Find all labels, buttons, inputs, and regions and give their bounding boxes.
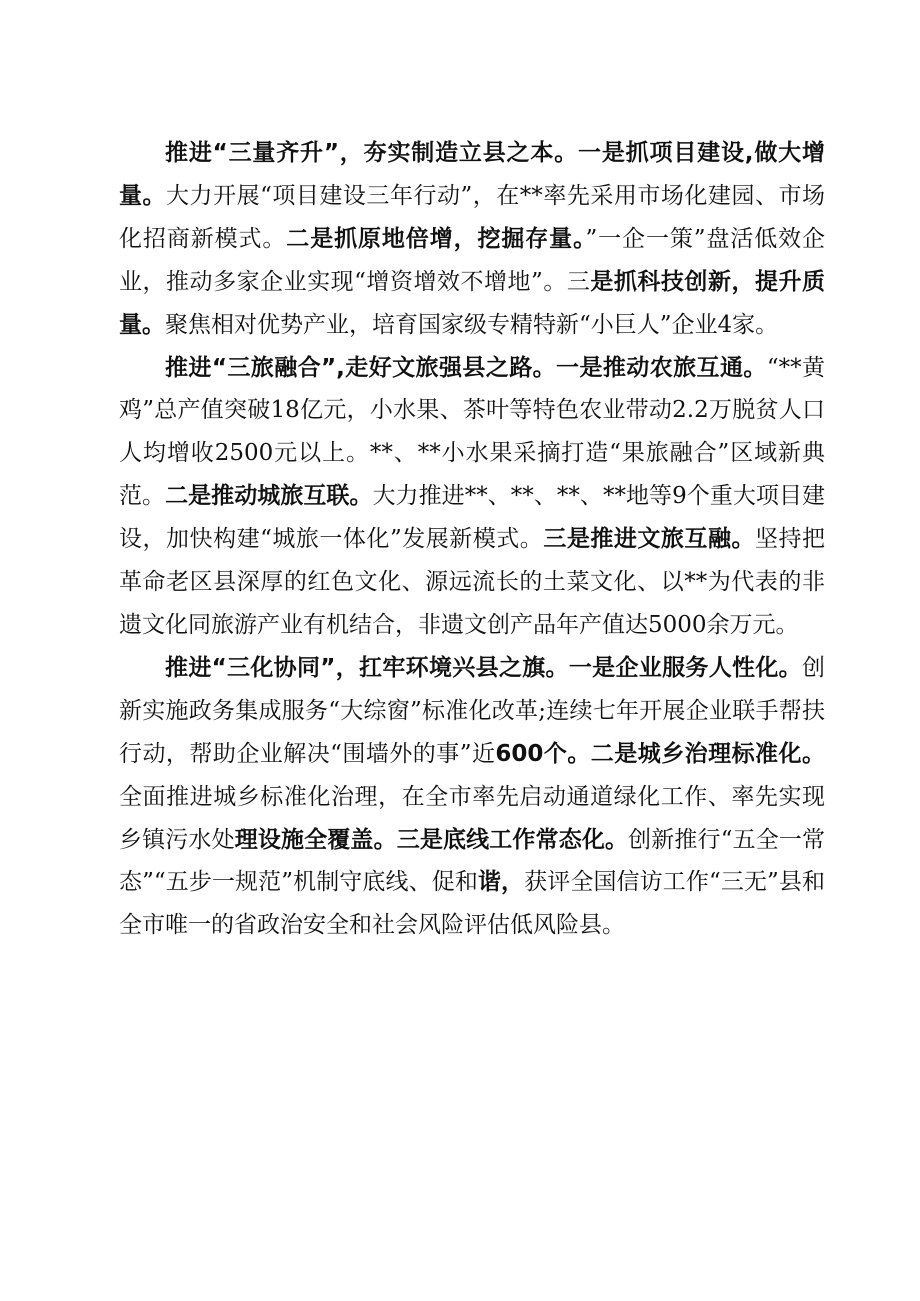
paragraph-tourism: [119, 347, 825, 647]
para1-point3-text: 聚焦相对优势产业，培育国家级专精特新“小巨人”企业4家。: [165, 311, 779, 338]
para1-point3-heading: 是抓科技创新，提升质量。: [119, 268, 825, 338]
para1-point2-text: ”一企一策”盘活低效企业，推动多家企业实现“增资增效不增地”。三: [119, 225, 825, 295]
para1-heading: 推进“三量齐升”，夯实制造立县之本。: [165, 140, 579, 166]
para2-point3-text: 坚持把革命老区县深厚的红色文化、源远流长的土菜文化、以**为代表的非遗文化同旅游产业有机结合，非遗文创产品年产值达5000余万元。: [119, 526, 825, 638]
para3-point3-heading: 理设施全覆盖。三是底线工作常态化。: [234, 826, 629, 853]
para2-heading: 推进“三旅融合”,走好文旅强县之路。一是推动农旅互通。: [165, 354, 767, 381]
para2-point2-heading: 二是推动城旅互联。: [165, 483, 373, 510]
para3-point2-heading: 600个。二是城乡治理标准化。: [495, 740, 825, 767]
para1-point1-text: 大力开展“项目建设三年行动”，在**率先采用市场化建园、市场化招商新模式。: [119, 182, 825, 252]
para3-bold-fragment: 谐，: [477, 869, 525, 896]
para3-point1-text: 创新实施政务集成服务“大综窗”标准化改革;连续七年开展企业联手帮扶行动，帮助企业解决“围墙外的事”近: [119, 654, 825, 767]
para3-point2-text: 全面推进城乡标准化治理，在全市率先启动通道绿化工作、率先实现乡镇污水处: [119, 783, 825, 853]
para2-point2-text: 大力推进**、**、**、**地等9个重大项目建设，加快构建“城旅一体化”发展新模式。: [119, 483, 826, 553]
paragraph-environment: [119, 647, 825, 947]
paragraph-manufacturing: [119, 132, 825, 347]
para2-point3-heading: 三是推进文旅互融。: [543, 526, 755, 553]
para2-point1-text: “**黄鸡”总产值突破18亿元，小水果、茶叶等特色农业带动2.2万脱贫人口人均增收2500元以上。**、**小水果采摘打造“果旅融合”区域新典范。: [119, 354, 825, 510]
para1-point2-heading: 二是抓原地倍增，挖掘存量。: [286, 225, 586, 252]
document-body: [119, 132, 825, 947]
para1-point1-heading: 一是抓项目建设,做大增量。: [119, 140, 825, 209]
para3-closing-text: 获评全国信访工作“三无”县和全市唯一的省政治安全和社会风险评估低风险县。: [119, 869, 825, 939]
para3-point3-text: 创新推行“五全一常态”“五步一规范”机制守底线、促和: [119, 826, 826, 896]
para3-heading: 推进“三化协同”，扛牢环境兴县之旗。一是企业服务人性化。: [165, 654, 802, 681]
